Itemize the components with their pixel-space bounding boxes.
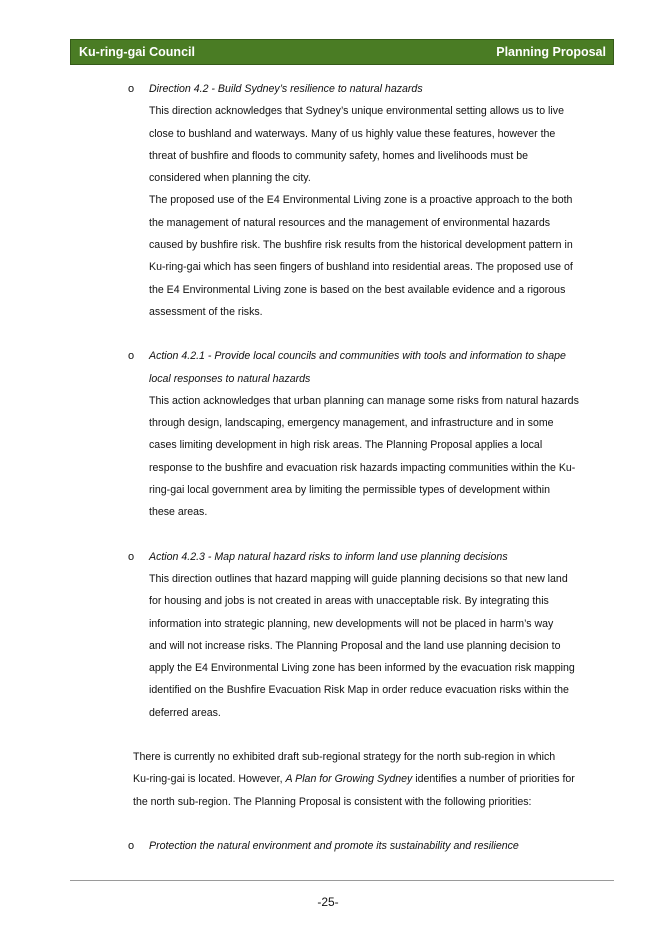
footer-divider — [70, 880, 614, 881]
body-line: these areas. — [149, 506, 208, 519]
text-run: identifies a number of priorities for — [412, 773, 575, 786]
body-line: apply the E4 Environmental Living zone has been informed by the evacuation risk mapping — [149, 662, 575, 675]
body-line: and will not increase risks. The Planning Proposal and the land use planning decision to — [149, 639, 561, 652]
bullet-item-priority — [0, 835, 656, 857]
body-line: information into strategic planning, new developments will not be placed in harm’s way — [149, 617, 554, 630]
body-line: There is currently no exhibited draft sub-regional strategy for the north sub-region in which — [133, 751, 556, 764]
body-line: through design, landscaping, emergency management, and infrastructure and in some — [149, 417, 554, 430]
page-number: -25- — [317, 895, 339, 909]
bullet-item-direction-4-2 — [0, 78, 656, 323]
bullet-icon: o — [128, 350, 135, 363]
body-line: close to bushland and waterways. Many of us highly value these features, however the — [149, 127, 556, 140]
body-line: cases limiting development in high risk areas. The Planning Proposal applies a local — [149, 439, 543, 452]
header-council-name: Ku-ring-gai Council — [79, 45, 195, 59]
body-line: considered when planning the city. — [149, 172, 311, 185]
item-title: Action 4.2.1 - Provide local councils and communities with tools and information to shape — [149, 350, 566, 363]
item-title: Action 4.2.3 - Map natural hazard risks to inform land use planning decisions — [149, 550, 508, 563]
header-document-type: Planning Proposal — [496, 45, 606, 59]
item-title: Protection the natural environment and promote its sustainability and resilience — [149, 839, 519, 852]
page-header — [70, 39, 614, 65]
body-line: identified on the Bushfire Evacuation Risk Map in order reduce evacuation risks within the — [149, 684, 569, 697]
body-line: ring-gai local government area by limiting the permissible types of development within — [149, 484, 550, 497]
bullet-item-action-4-2-3 — [0, 546, 656, 724]
body-line: The proposed use of the E4 Environmental Living zone is a proactive approach to the both — [149, 194, 573, 207]
body-line: This direction outlines that hazard mapping will guide planning decisions so that new land — [149, 572, 568, 585]
body-line: This action acknowledges that urban planning can manage some risks from natural hazards — [149, 394, 579, 407]
document-body — [0, 78, 656, 857]
item-title: Direction 4.2 - Build Sydney’s resilience to natural hazards — [149, 83, 423, 95]
body-line: Ku-ring-gai which has seen fingers of bushland into residential areas. The proposed use of — [149, 261, 573, 274]
body-line — [133, 768, 606, 790]
body-line: assessment of the risks. — [149, 305, 263, 318]
body-line: response to the bushfire and evacuation risk hazards impacting communities within the Ku- — [149, 461, 576, 474]
bullet-icon: o — [128, 83, 135, 95]
text-run: Ku-ring-gai is located. However, — [133, 773, 286, 786]
body-line: the north sub-region. The Planning Proposal is consistent with the following priorities: — [133, 795, 532, 808]
bullet-item-action-4-2-1 — [0, 345, 656, 523]
bullet-icon: o — [128, 550, 135, 563]
body-line: This direction acknowledges that Sydney’s unique environmental setting allows us to live — [149, 105, 564, 118]
body-line: threat of bushfire and floods to community safety, homes and livelihoods must be — [149, 149, 529, 162]
sub-regional-strategy-paragraph — [0, 746, 656, 813]
body-line: caused by bushfire risk. The bushfire risk results from the historical development pattern in — [149, 239, 573, 252]
body-line: for housing and jobs is not created in areas with unacceptable risk. By integrating this — [149, 595, 549, 608]
body-line: the E4 Environmental Living zone is based on the best available evidence and a rigorous — [149, 283, 566, 296]
body-line: the management of natural resources and the management of environmental hazards — [149, 216, 551, 229]
body-line: deferred areas. — [149, 706, 221, 719]
item-title: local responses to natural hazards — [149, 372, 311, 385]
bullet-icon: o — [128, 839, 135, 852]
plan-title: A Plan for Growing Sydney — [285, 773, 413, 786]
